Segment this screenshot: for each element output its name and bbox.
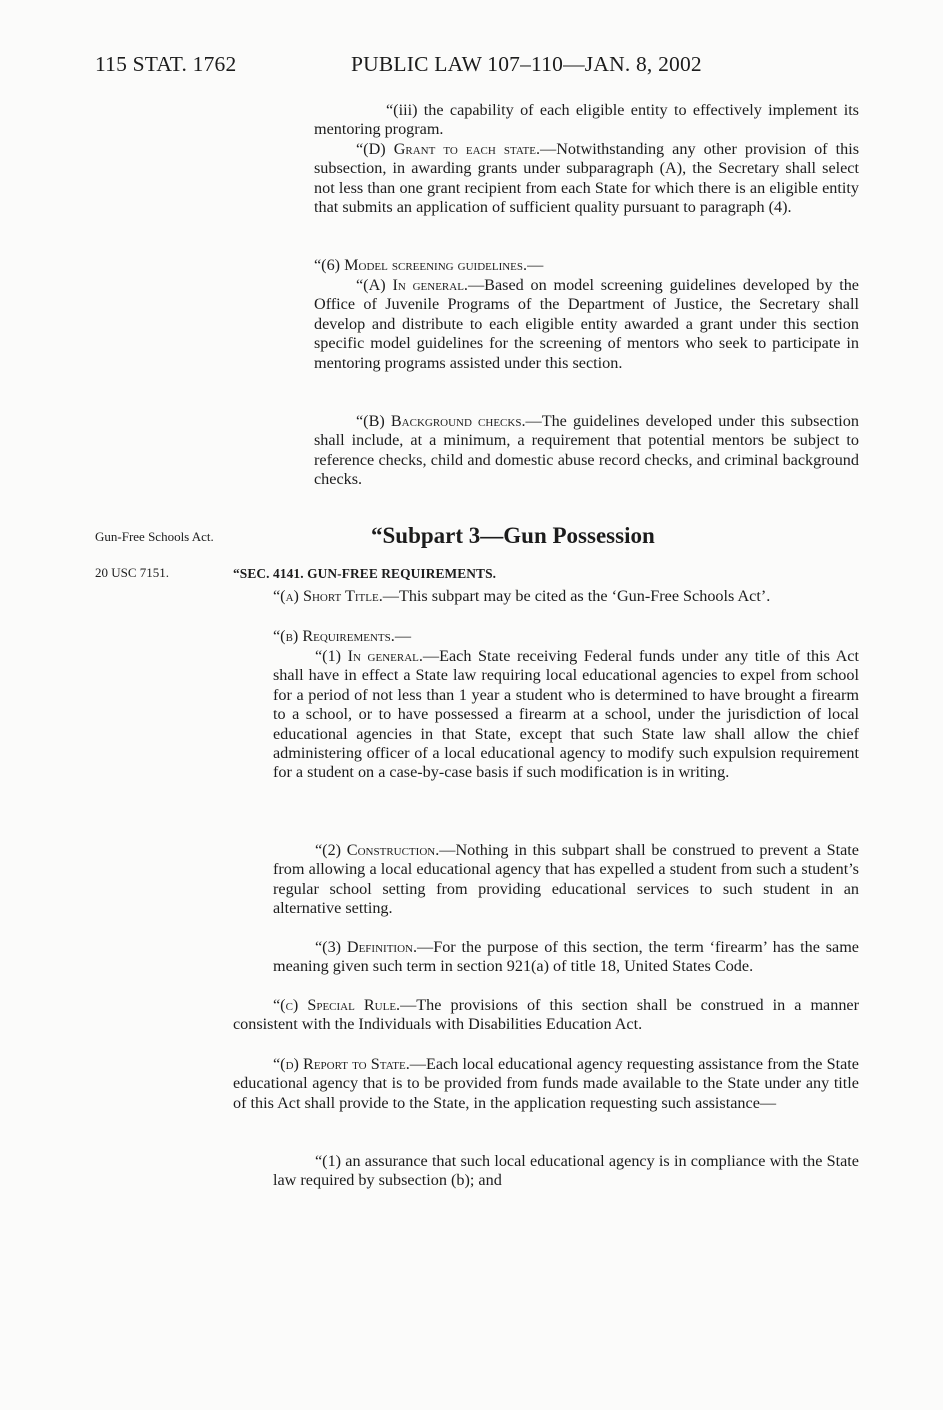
paragraph-b3-text: —For the purpose of this section, the term ‘firearm’ has the same meaning given such term in section 921(a) of title 18, United States Code. [273,938,859,976]
subsection-d-text: —Each local educational agency requesting assistance from the State educational agency that is to be provided from funds made available to the State under any title of this Act shall provide to the State, in the application requesting such assistance— [233,1055,859,1112]
subparagraph-6B [314,412,859,490]
paragraph-6-heading: “(6) Model screening guidelines. [314,256,528,274]
paragraph-b2-heading: “(2) Construction. [315,841,440,859]
subsection-b-heading: “(b) Requirements. [273,627,395,645]
subsection-c-heading: “(c) Special Rule. [273,996,401,1014]
paragraph-d1: “(1) an assurance that such local educational agency is in compliance with the State law required by subsection (b); and [273,1152,859,1190]
subparagraph-6B-heading: “(B) Background checks. [356,412,526,430]
short-title-margin-note: Gun-Free Schools Act. [95,529,214,544]
subsection-b-text: — [394,627,411,645]
paragraph-6 [314,256,859,275]
subparagraph-6B-text: —The guidelines developed under this subsection shall include, at a minimum, a requirement that potential mentors be subject to reference checks, child and domestic abuse record checks, and criminal background checks. [314,412,859,489]
section-heading: “SEC. 4141. GUN-FREE REQUIREMENTS. [233,566,497,581]
paragraph-b3 [273,938,859,977]
paragraph-6-text: — [527,256,544,274]
subsection-a [233,587,859,606]
paragraph-b1 [273,647,859,783]
paragraph-b1-heading: “(1) In general. [315,647,423,665]
paragraph-b3-heading: “(3) Definition. [315,938,418,956]
subsection-c [233,996,859,1035]
code-citation-margin-note: 20 USC 7151. [95,565,170,580]
subsection-a-heading: “(a) Short Title. [273,587,383,605]
page-reference: 115 STAT. 1762 [95,52,237,76]
subsection-b [233,627,859,646]
subpart-title: “Subpart 3—Gun Possession [371,523,655,548]
subsection-d-heading: “(d) Report to State. [273,1055,410,1073]
subparagraph-D [314,140,859,218]
law-reference: PUBLIC LAW 107–110—JAN. 8, 2002 [351,52,702,76]
subsection-d [233,1055,859,1113]
paragraph-b1-text: —Each State receiving Federal funds under any title of this Act shall have in effect a State law requiring local educational agencies to expel from school for a period of not less than 1 year a student who is determined to have brought a firearm to a school, or to have possessed a firearm at a school, under the jurisdiction of local educational agencies in that State, except that such State law shall allow the chief administering officer of a local educational agency to modify such expulsion requirement for a student on a case-by-case basis if such modification is in writing. [273,647,859,782]
subsection-c-text: —The provisions of this section shall be construed in a manner consistent with the Individuals with Disabilities Education Act. [233,996,859,1034]
subparagraph-6A-text: —Based on model screening guidelines developed by the Office of Juvenile Programs of the Department of Justice, the Secretary shall develop and distribute to each eligible entity awarded a grant under this section specific model guidelines for the screening of mentors who seek to participate in mentoring programs assisted under this section. [314,276,859,372]
clause-iii: “(iii) the capability of each eligible entity to effectively implement its mentoring program. [314,101,859,139]
subsection-a-text: —This subpart may be cited as the ‘Gun-Free Schools Act’. [382,587,771,605]
paragraph-b2 [273,841,859,919]
subparagraph-6A-heading: “(A) In general. [356,276,468,294]
subparagraph-D-heading: “(D) Grant to each state. [356,140,541,158]
subparagraph-6A [314,276,859,373]
subparagraph-D-text: —Notwithstanding any other provision of this subsection, in awarding grants under subparagraph (A), the Secretary shall select not less than one grant recipient from each State for which there is an eligible entity that submits an application of sufficient quality pursuant to paragraph (4). [314,140,859,217]
paragraph-b2-text: —Nothing in this subpart shall be construed to prevent a State from allowing a local educational agency that has expelled a student from such a student’s regular school setting from providing educational services to such student in an alternative setting. [273,841,859,918]
